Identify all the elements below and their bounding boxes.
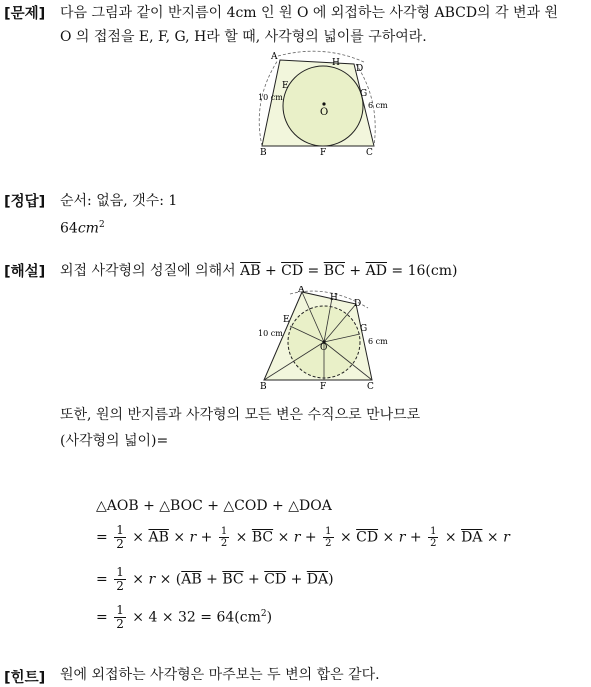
- problem-line-1: 다음 그림과 같이 반지름이 4cm 인 원 O 에 외접하는 사각형 ABCD의 각 변과 원: [60, 5, 559, 21]
- frac-half-small: $\frac{1}{2}$: [325, 526, 332, 549]
- answer-tag: [정답]: [4, 194, 46, 210]
- label-f-2: F: [320, 382, 327, 391]
- solution-intro: 외접 사각형의 성질에 의해서 $\overline{AB} + \overline{CD} = \overline{BC} + \overline{AD} = 16(cm)$: [60, 263, 458, 279]
- answer-exp: 2: [98, 220, 105, 230]
- seg-cd-2: $\overline{CD}$: [356, 529, 379, 546]
- r-3: r: [398, 529, 406, 546]
- label-g-2: G: [360, 324, 368, 334]
- frac-half: $\frac{1}{2}$: [116, 523, 124, 551]
- label-left-length: 10 cm: [258, 93, 283, 102]
- label-a: A: [271, 52, 278, 62]
- label-d-2: D: [354, 299, 362, 309]
- label-o-2: O: [320, 343, 328, 353]
- label-e: E: [282, 81, 289, 91]
- seg-cd-3: $\overline{CD}$: [264, 571, 287, 588]
- seg-cd: $\overline{CD}$: [281, 263, 304, 279]
- frac-half-small: $\frac{1}{2}$: [430, 526, 437, 549]
- seg-ab: $\overline{AB}$: [240, 263, 261, 279]
- frac-half: $\frac{1}{2}$: [116, 603, 124, 631]
- answer-line-1: 순서: 없음, 갯수: 1: [60, 193, 178, 209]
- label-o: O: [320, 107, 329, 118]
- seg-bc-2: $\overline{BC}$: [251, 529, 274, 546]
- solution-intro-text: 외접 사각형의 성질에 의해서: [60, 263, 236, 279]
- seg-bc: $\overline{BC}$: [323, 263, 345, 279]
- solution-text-1: 또한, 원의 반지름과 사각형의 모든 변은 수직으로 만나므로: [60, 407, 421, 423]
- figure-1-quadrilateral: [248, 50, 398, 158]
- label-right-length: 6 cm: [368, 101, 388, 110]
- label-left-length-2: 10 cm: [258, 329, 283, 338]
- problem-tag: [문제]: [4, 6, 46, 22]
- solution-intro-result: = 16(cm): [391, 263, 458, 279]
- frac-half: $\frac{1}{2}$: [116, 565, 124, 593]
- answer-number: 64: [60, 220, 78, 237]
- r-4: r: [503, 529, 510, 546]
- label-h: H: [332, 58, 340, 68]
- final-exp: 2: [260, 608, 267, 619]
- incircle: [283, 66, 363, 146]
- r-1: r: [189, 529, 197, 546]
- center-dot: [322, 102, 325, 105]
- label-d: D: [356, 64, 364, 74]
- math-line-2: = $\frac{1}{2}$ × $\overline{AB} \times r$ + $\frac{1}{2}$ × $\overline{BC} \times r$ + $\frac{1}{2}$ × $\overline{CD} \times r$ + $\frac{1}{2}$ × $\overline{DA} \times r$: [96, 523, 510, 551]
- r-5: r: [148, 571, 156, 588]
- math-line-1: △AOB + △BOC + △COD + △DOA: [96, 498, 332, 514]
- solution-text-2: (사각형의 넓이)=: [60, 433, 169, 449]
- final-result: × 4 × 32 = 64(cm: [132, 609, 261, 626]
- answer-unit: cm: [77, 220, 99, 237]
- math-line-3: = $\frac{1}{2}$ × $r \times (\overline{AB} + \overline{BC} + \overline{CD} + \overline{DA})$: [96, 565, 334, 593]
- label-e-2: E: [283, 315, 290, 325]
- label-h-2: H: [330, 293, 338, 303]
- label-f: F: [320, 148, 327, 158]
- solution-tag: [해설]: [4, 264, 46, 280]
- math-line-4: = $\frac{1}{2}$ × $4 \times 32 = 64(cm^2)$: [96, 603, 273, 631]
- label-b: B: [260, 148, 267, 158]
- seg-da-3: $\overline{DA}$: [306, 571, 329, 588]
- label-g: G: [360, 89, 368, 99]
- label-a-2: A: [298, 286, 305, 295]
- label-right-length-2: 6 cm: [368, 337, 388, 346]
- label-c-2: C: [367, 382, 374, 391]
- answer-value: [60, 214, 105, 240]
- label-b-2: B: [260, 382, 267, 391]
- final-close: ): [266, 609, 273, 626]
- seg-da-2: $\overline{DA}$: [461, 529, 483, 546]
- hint-text: 원에 외접하는 사각형은 마주보는 두 변의 합은 같다.: [60, 667, 380, 683]
- problem-line-2: O 의 접점을 E, F, G, H라 할 때, 사각형의 넓이를 구하여라.: [60, 29, 427, 45]
- frac-half-small: $\frac{1}{2}$: [220, 526, 228, 549]
- seg-ab-3: $\overline{AB}$: [181, 571, 202, 588]
- hint-tag: [힌트]: [4, 670, 46, 686]
- figure-2-quadrilateral: [250, 286, 400, 391]
- seg-ab-2: $\overline{AB}$: [148, 529, 169, 546]
- label-c: C: [366, 148, 373, 158]
- seg-ad: $\overline{AD}$: [365, 263, 387, 279]
- r-2: r: [293, 529, 301, 546]
- seg-bc-3: $\overline{BC}$: [222, 571, 244, 588]
